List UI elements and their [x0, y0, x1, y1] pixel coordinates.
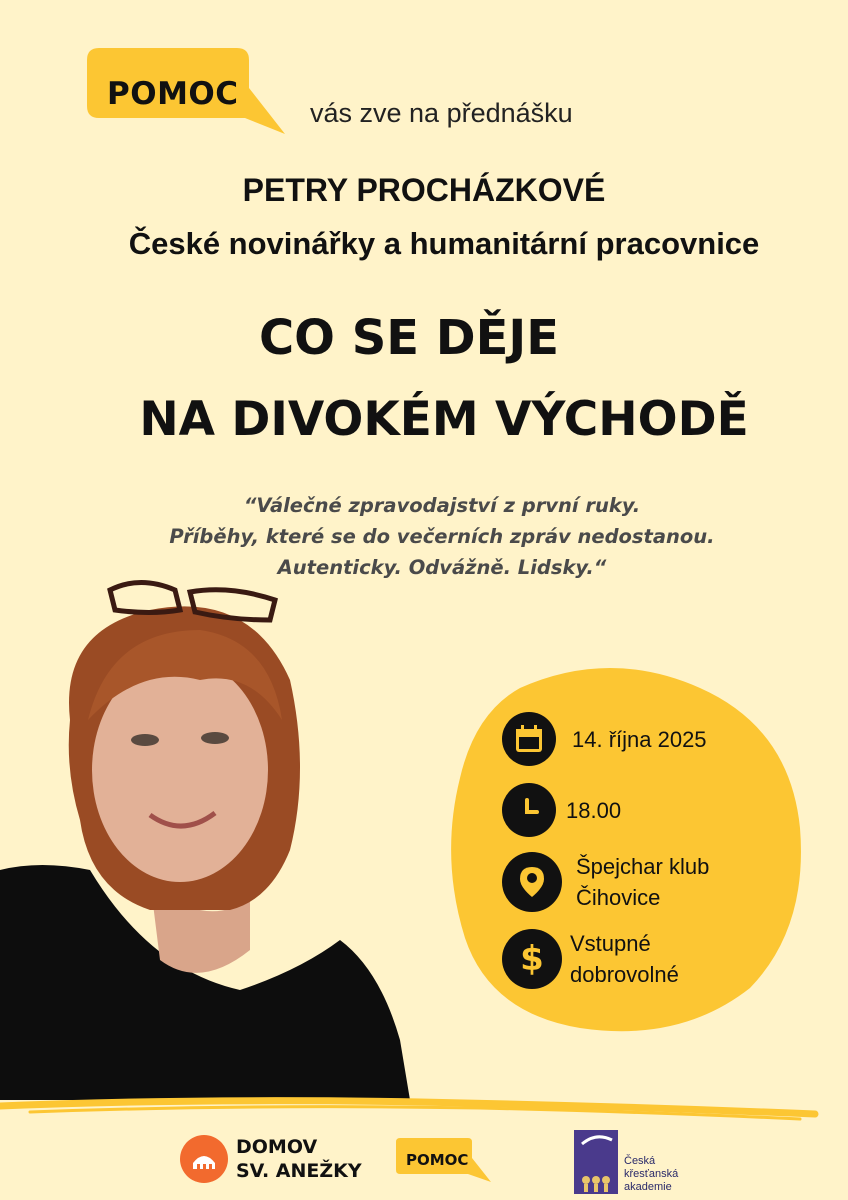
ceska-krestanska-akademie-logo: [574, 1130, 678, 1194]
pomoc-logo-small: [396, 1138, 492, 1184]
info-place: [502, 851, 709, 913]
event-fee: [570, 928, 679, 990]
place-line: Čihovice: [576, 885, 661, 910]
domov-text: [236, 1135, 362, 1183]
pomoc-logo: [87, 48, 287, 140]
info-fee: [502, 928, 679, 990]
speaker-photo: [0, 570, 420, 1100]
domov-line: SV. ANEŽKY: [236, 1160, 362, 1182]
location-pin-icon: [502, 852, 562, 912]
event-date: 14. října 2025: [572, 726, 707, 752]
fee-line: dobrovolné: [570, 962, 679, 987]
quote-line: “Válečné zpravodajství z první ruky.: [243, 494, 641, 517]
pomoc-logo-text: POMOC: [107, 76, 239, 112]
lecture-title-line1: CO SE DĚJE: [258, 310, 560, 366]
place-line: Špejchar klub: [576, 854, 710, 879]
domov-sv-anezky-logo: [180, 1135, 362, 1183]
speaker-role: České novinářky a humanitární pracovnice: [128, 226, 760, 261]
domov-line: DOMOV: [236, 1136, 318, 1158]
calendar-icon: [502, 712, 556, 766]
event-place: [576, 851, 709, 913]
cka-line: křesťanská: [624, 1168, 679, 1180]
cka-emblem-icon: [574, 1130, 618, 1194]
info-date: [502, 712, 707, 766]
cka-line: akademie: [624, 1181, 672, 1193]
cka-text: [624, 1155, 678, 1194]
info-time: [502, 783, 621, 837]
pomoc-small-text: POMOC: [406, 1151, 469, 1169]
brush-stroke: [0, 1092, 820, 1122]
fee-line: Vstupné: [570, 931, 651, 956]
event-time: 18.00: [566, 797, 622, 823]
domov-house-icon: [180, 1135, 228, 1183]
invite-text: vás zve na přednášku: [310, 98, 573, 128]
quote-line: Autenticky. Odvážně. Lidsky.“: [277, 556, 607, 579]
cka-line: Česká: [624, 1155, 656, 1167]
speaker-name: PETRY PROCHÁZKOVÉ: [242, 172, 606, 208]
lecture-title-line2: NA DIVOKÉM VÝCHODĚ: [139, 392, 749, 447]
dollar-icon: $: [502, 929, 562, 989]
clock-icon: [502, 783, 556, 837]
quote-line: Příběhy, které se do večerních zpráv nedostanou.: [169, 525, 715, 548]
